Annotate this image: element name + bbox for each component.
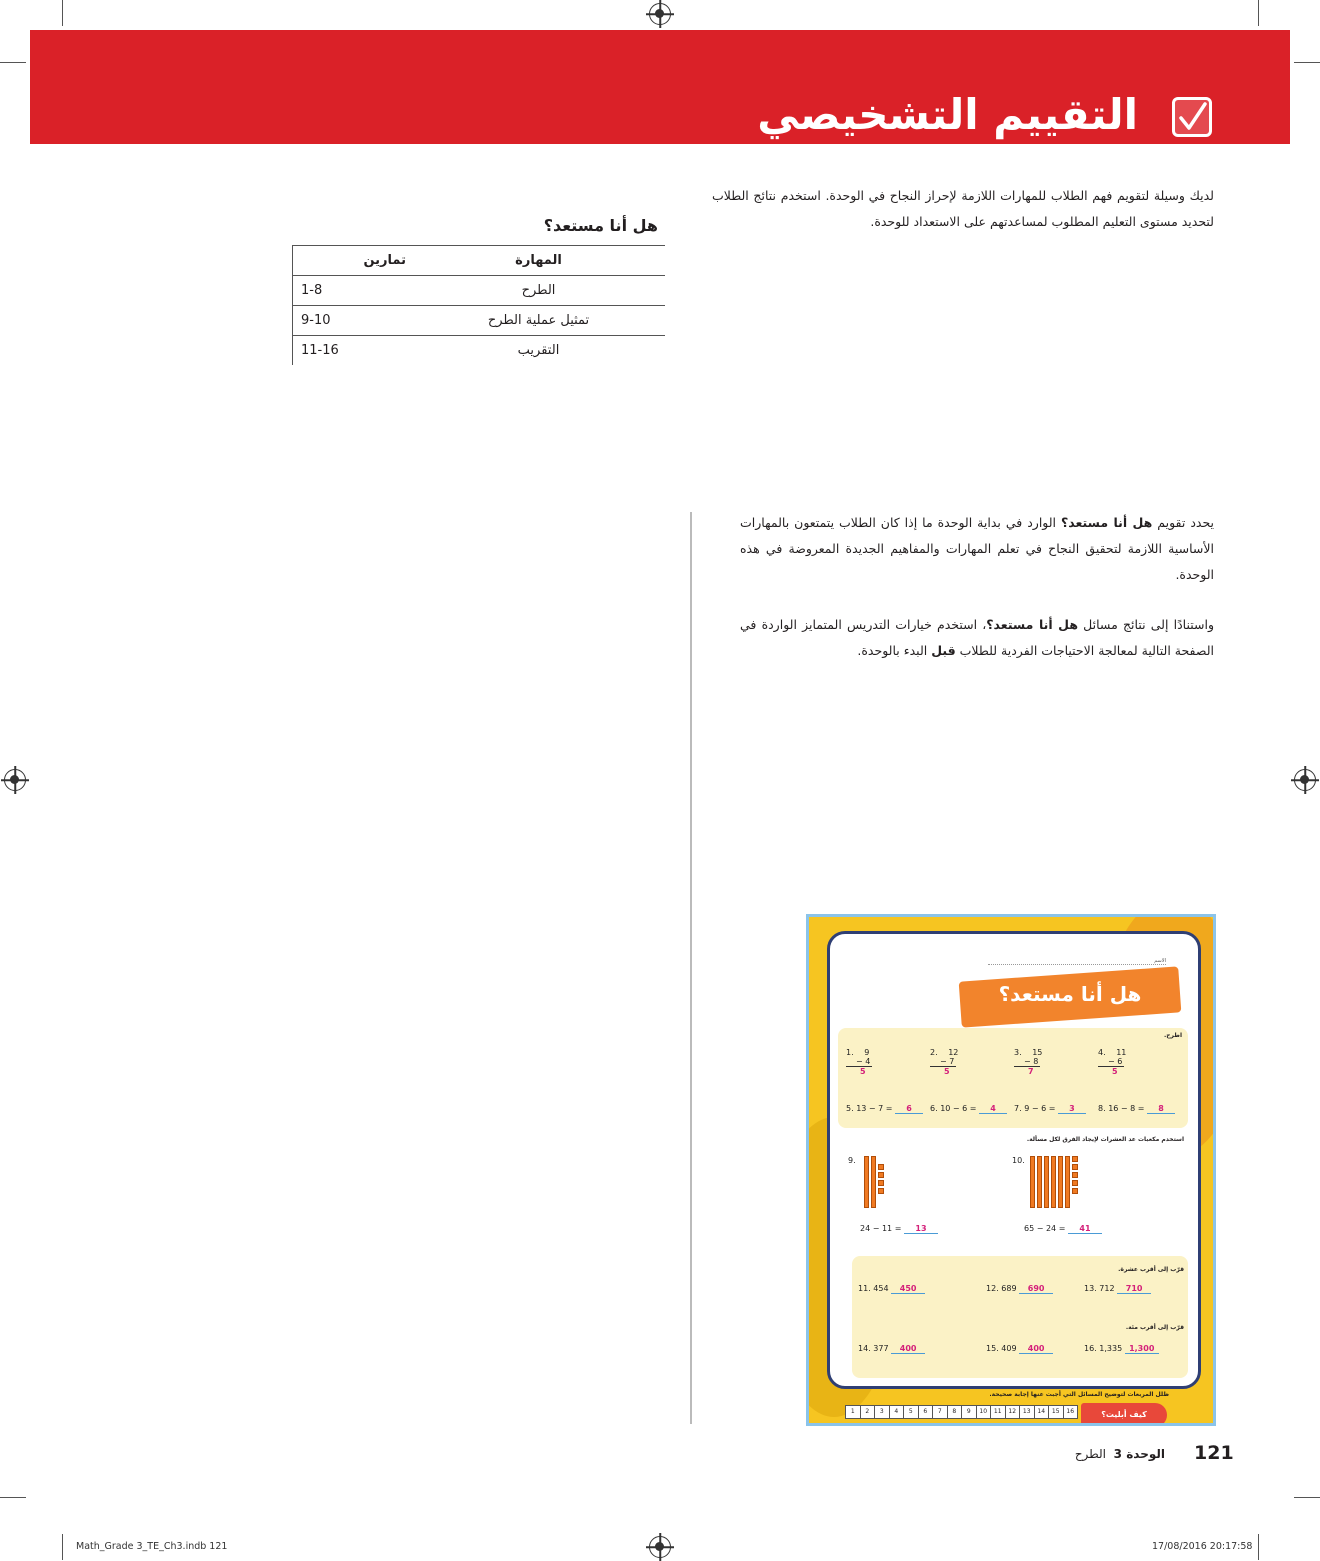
problem [1084,1344,1159,1354]
differentiation-paragraph [740,612,1214,664]
grid-cell: 12 [1006,1406,1021,1418]
expression: 13 − 7 = [856,1104,893,1113]
workbook-card [827,931,1201,1389]
grid-cell: 16 [1066,1408,1075,1415]
problem-number: 14. [858,1344,871,1353]
expression: 10 − 6 = [940,1104,977,1113]
answer: 710 [1117,1284,1151,1294]
workbook-page-image [806,914,1216,1426]
grid-cell: 7 [933,1406,948,1418]
grid-cell: 8 [948,1406,963,1418]
problem-number: 1. [846,1048,854,1057]
minuend: 11 [1116,1048,1127,1057]
problem [860,1224,938,1234]
how-did-i-do-label: كيف أبليت؟ [1081,1403,1167,1426]
problem [1084,1284,1151,1294]
problem-number: 6. [930,1104,938,1113]
expression: 65 − 24 = [1024,1224,1066,1233]
intro-paragraph: لديك وسيلة لتقويم فهم الطلاب للمهارات اللازمة لإحراز النجاح في الوحدة. استخدم نتائج الطلاب لتحديد مستوى التعليم المطلوب لمساعدتهم على الاستعداد للوحدة. [712,188,1214,229]
grid-cell: 6 [919,1406,934,1418]
problem-number: 9. [848,1156,856,1165]
section-label: قرّب إلى أقرب عشرة. [1118,1266,1184,1273]
problem [1014,1104,1086,1114]
column-divider [690,512,692,1424]
base-ten-blocks-icon [864,1156,884,1208]
shade-instruction: ظلل المربعات لتوضيح المسائل التي أجبت عنها إجابة صحيحة. [989,1391,1169,1398]
section-label: استخدم مكعبات عد العشرات لإيجاد الفرق لكل مسألة. [1026,1136,1184,1143]
problem [1098,1048,1138,1076]
problem-number: 5. [846,1104,854,1113]
problem [986,1284,1053,1294]
answer: 400 [1019,1344,1053,1354]
answer: 13 [904,1224,938,1234]
readiness-paragraph [740,510,1214,588]
problem [930,1104,1007,1114]
problem [1014,1048,1054,1076]
subtrahend: − 4 [846,1057,872,1067]
problem [930,1048,970,1076]
problem-number: 13. [1084,1284,1097,1293]
answer: 690 [1019,1284,1053,1294]
answer: 4 [979,1104,1007,1114]
text-segment: البدء بالوحدة. [857,643,932,658]
number: 409 [1001,1344,1017,1353]
problem [986,1344,1053,1354]
minuend: 9 [864,1048,870,1057]
subtrahend: − 6 [1098,1057,1124,1067]
number: 454 [873,1284,889,1293]
section-label: اطرح. [1163,1032,1182,1039]
page-title: التقييم التشخيصي [757,90,1138,139]
expression: 24 − 11 = [860,1224,902,1233]
problem [858,1344,925,1354]
subtrahend: − 7 [930,1057,956,1067]
text-segment: الوارد في بداية الوحدة ما إذا كان الطلاب يتمتعون بالمهارات الأساسية اللازمة لتحقيق النجاح في تعلم المهارات والمفاهيم الجديدة المعروضة في هذه الوحدة. [740,515,1214,582]
problem-number: 2. [930,1048,938,1057]
footer-unit [1075,1447,1165,1461]
grid-cell: 10 [977,1406,992,1418]
table-row [293,306,666,336]
grid-cell: 1 [846,1406,861,1418]
workbook-title: هل أنا مستعد؟ [998,982,1142,1006]
answer: 3 [1058,1104,1086,1114]
subtraction-panel [838,1028,1188,1128]
skill-cell: الطرح [412,276,665,306]
text-segment: يحدد تقويم [1152,515,1214,530]
header-banner [30,30,1290,144]
grid-cell: 9 [962,1406,977,1418]
grid-cell: 15 [1049,1406,1064,1418]
table-header-row [293,246,666,276]
grid-cell: 14 [1035,1406,1050,1418]
registration-mark-icon [4,769,26,791]
answer: 450 [891,1284,925,1294]
topic-label: الطرح [1074,1447,1107,1461]
checkbox-check-icon [1172,97,1212,137]
grid-cell: 4 [890,1406,905,1418]
answer: 1,300 [1125,1344,1159,1354]
exercises-cell: 11-16 [293,336,413,366]
registration-mark-icon [1294,769,1316,791]
base-ten-blocks-icon [1030,1156,1078,1208]
number: 689 [1001,1284,1017,1293]
number: 712 [1099,1284,1115,1293]
problem-number: 16. [1084,1344,1097,1353]
answer: 8 [1147,1104,1175,1114]
print-slug-file: Math_Grade 3_TE_Ch3.indb 121 [76,1541,228,1552]
answer: 400 [891,1344,925,1354]
score-grid [845,1405,1078,1419]
skills-table [292,245,665,365]
name-field: الاسم [988,958,1166,965]
exercises-cell: 9-10 [293,306,413,336]
answer: 6 [895,1104,923,1114]
problem-number: 11. [858,1284,871,1293]
text-segment: واستنادًا إلى نتائج مسائل [1078,617,1214,632]
skill-cell: تمثيل عملية الطرح [412,306,665,336]
problem-number: 15. [986,1344,999,1353]
grid-cell: 11 [991,1406,1006,1418]
bold-term: هل أنا مستعد؟ [1061,515,1153,530]
answer: 5 [944,1067,950,1076]
table-row [293,276,666,306]
exercises-header: تمارين [293,246,413,276]
page-number: 121 [1194,1442,1234,1464]
problem-number: 12. [986,1284,999,1293]
registration-mark-icon [649,1536,671,1558]
problem [846,1104,923,1114]
rounding-panel [852,1256,1188,1378]
number: 1,335 [1099,1344,1123,1353]
problem-number: 10. [1012,1156,1025,1165]
grid-cell: 5 [904,1406,919,1418]
problem-number: 7. [1014,1104,1022,1113]
unit-label: الوحدة 3 [1113,1447,1165,1461]
registration-mark-icon [649,3,671,25]
section-label: قرّب إلى أقرب مئة. [1125,1324,1184,1331]
subtrahend: − 8 [1014,1057,1040,1067]
grid-cell: 13 [1020,1406,1035,1418]
answer: 5 [1112,1067,1118,1076]
text-segment: ، استخدم خيارات التدريس المتمايز الواردة في الصفحة التالية لمعالجة الاحتياجات الفردية للطلاب [740,617,1214,658]
problem-number: 4. [1098,1048,1106,1057]
expression: 16 − 8 = [1108,1104,1145,1113]
grid-cell: 2 [861,1406,876,1418]
skill-header: المهارة [412,246,665,276]
print-slug-date: 17/08/2016 20:17:58 [1152,1541,1253,1552]
table-title: هل أنا مستعد؟ [543,216,658,235]
expression: 9 − 6 = [1024,1104,1056,1113]
skill-cell: التقريب [517,343,560,358]
exercises-cell: 1-8 [293,276,413,306]
answer: 7 [1028,1067,1034,1076]
answer: 41 [1068,1224,1102,1234]
minuend: 15 [1032,1048,1043,1057]
problem [1098,1104,1175,1114]
problem [1024,1224,1102,1234]
grid-cell: 3 [875,1406,890,1418]
problem [858,1284,925,1294]
number: 377 [873,1344,889,1353]
problem-number: 3. [1014,1048,1022,1057]
table-row [293,336,666,366]
problem-number: 8. [1098,1104,1106,1113]
answer: 5 [860,1067,866,1076]
problem [846,1048,886,1076]
bold-term: هل أنا مستعد؟ [986,617,1078,632]
bold-term: قبل [931,643,956,658]
minuend: 12 [948,1048,959,1057]
